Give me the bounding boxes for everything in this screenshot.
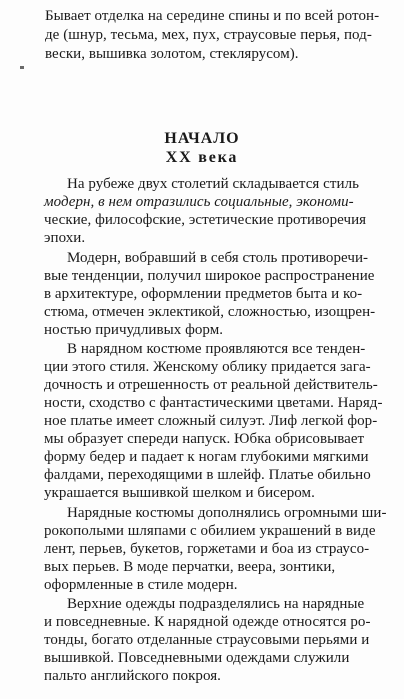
text-line bbox=[0, 485, 404, 502]
text-line bbox=[0, 505, 404, 522]
text-line bbox=[0, 559, 404, 576]
section-subtitle: XX века bbox=[165, 149, 239, 166]
text-line-content: вески, вышивка золотом, стеклярусом). bbox=[45, 46, 299, 62]
text-line-content: ции этого стиля. Женскому облику придается зага- bbox=[44, 359, 371, 375]
text-line bbox=[0, 359, 404, 376]
text-line-content: форму бедер и падает к ногам глубокими мягкими bbox=[44, 449, 369, 465]
text-line-content: пальто английского покроя. bbox=[44, 668, 221, 684]
text-line-content: стюма, отмечен эклектикой, сложностью, изощрен- bbox=[44, 304, 376, 320]
text-line-content: В нарядном костюме проявляются все тенден- bbox=[67, 341, 366, 357]
text-line-content: ческие, философские, эстетические противоречия bbox=[44, 212, 367, 228]
text-line bbox=[0, 650, 404, 667]
text-line-content: Верхние одежды подразделялись на нарядные bbox=[67, 596, 365, 612]
text-line-content: вые тенденции, получил широкое распространение bbox=[44, 268, 375, 284]
text-line bbox=[0, 268, 404, 285]
text-line bbox=[0, 577, 404, 594]
text-line-content: лент, перьев, букетов, горжетами и боа из страусо- bbox=[44, 541, 370, 557]
text-line bbox=[0, 194, 404, 211]
text-line-content: эпохи. bbox=[44, 230, 86, 246]
text-line bbox=[0, 27, 404, 44]
text-line-content: в архитектуре, оформлении предметов быта и ко- bbox=[44, 286, 363, 302]
text-line-content: Модерн, вобравший в себя столь противоречи- bbox=[67, 250, 369, 266]
text-line bbox=[0, 467, 404, 484]
print-speck bbox=[20, 66, 24, 69]
text-line bbox=[0, 304, 404, 321]
text-line-content: тонды, богато отделанные страусовыми перьями и bbox=[44, 632, 370, 648]
text-line-content: ное платье имеет сложный силуэт. Лиф легкой фор- bbox=[44, 413, 378, 429]
text-line bbox=[0, 250, 404, 267]
text-line bbox=[0, 176, 404, 193]
text-line bbox=[0, 230, 404, 247]
text-line bbox=[0, 341, 404, 358]
text-line-content: рокополыми шляпами с обилием украшений в виде bbox=[44, 523, 376, 539]
text-line-content: дочность и отрешенность от реальной действитель- bbox=[44, 377, 378, 393]
text-line bbox=[0, 431, 404, 448]
text-line-content: украшается вышивкой шелком и бисером. bbox=[44, 485, 315, 501]
text-line bbox=[0, 614, 404, 631]
text-line-content: Бывает отделка на середине спины и по всей ротон- bbox=[45, 8, 380, 24]
text-line-content: мы образует спереди напуск. Юбка обрисовывает bbox=[44, 431, 365, 447]
text-line bbox=[0, 395, 404, 412]
text-line bbox=[0, 413, 404, 430]
text-line-content: фалдами, переходящими в шлейф. Платье обильно bbox=[44, 467, 371, 483]
text-line-content: На рубеже двух столетий складывается стиль bbox=[67, 176, 359, 192]
text-line bbox=[0, 523, 404, 540]
text-line bbox=[0, 449, 404, 466]
text-line bbox=[0, 46, 404, 63]
text-line-content: ности, сходство с фантастическими цветами. Наряд- bbox=[44, 395, 383, 411]
text-line bbox=[0, 212, 404, 229]
text-line bbox=[0, 632, 404, 649]
section-title: НАЧАЛО bbox=[164, 130, 240, 147]
text-line bbox=[0, 596, 404, 613]
text-line bbox=[0, 668, 404, 685]
text-line bbox=[0, 286, 404, 303]
text-line-content: ностью причудливых форм. bbox=[44, 322, 224, 338]
text-line-content: вых перьев. В моде перчатки, веера, зонтики, bbox=[44, 559, 336, 575]
text-line-content: вышивкой. Повседневными одеждами служили bbox=[44, 650, 350, 666]
text-line-content: оформленные в стиле модерн. bbox=[44, 577, 238, 593]
text-line bbox=[0, 377, 404, 394]
text-line-content: модерн, в нем отразились социальные, экономи- bbox=[44, 194, 354, 210]
text-line bbox=[0, 322, 404, 339]
text-line bbox=[0, 541, 404, 558]
text-line-content: Нарядные костюмы дополнялись огромными ши- bbox=[67, 505, 387, 521]
text-line-content: и повседневные. К нарядной одежде относятся ро- bbox=[44, 614, 371, 630]
text-line bbox=[0, 8, 404, 25]
text-line-content: де (шнур, тесьма, мех, пух, страусовые перья, под- bbox=[45, 27, 372, 43]
